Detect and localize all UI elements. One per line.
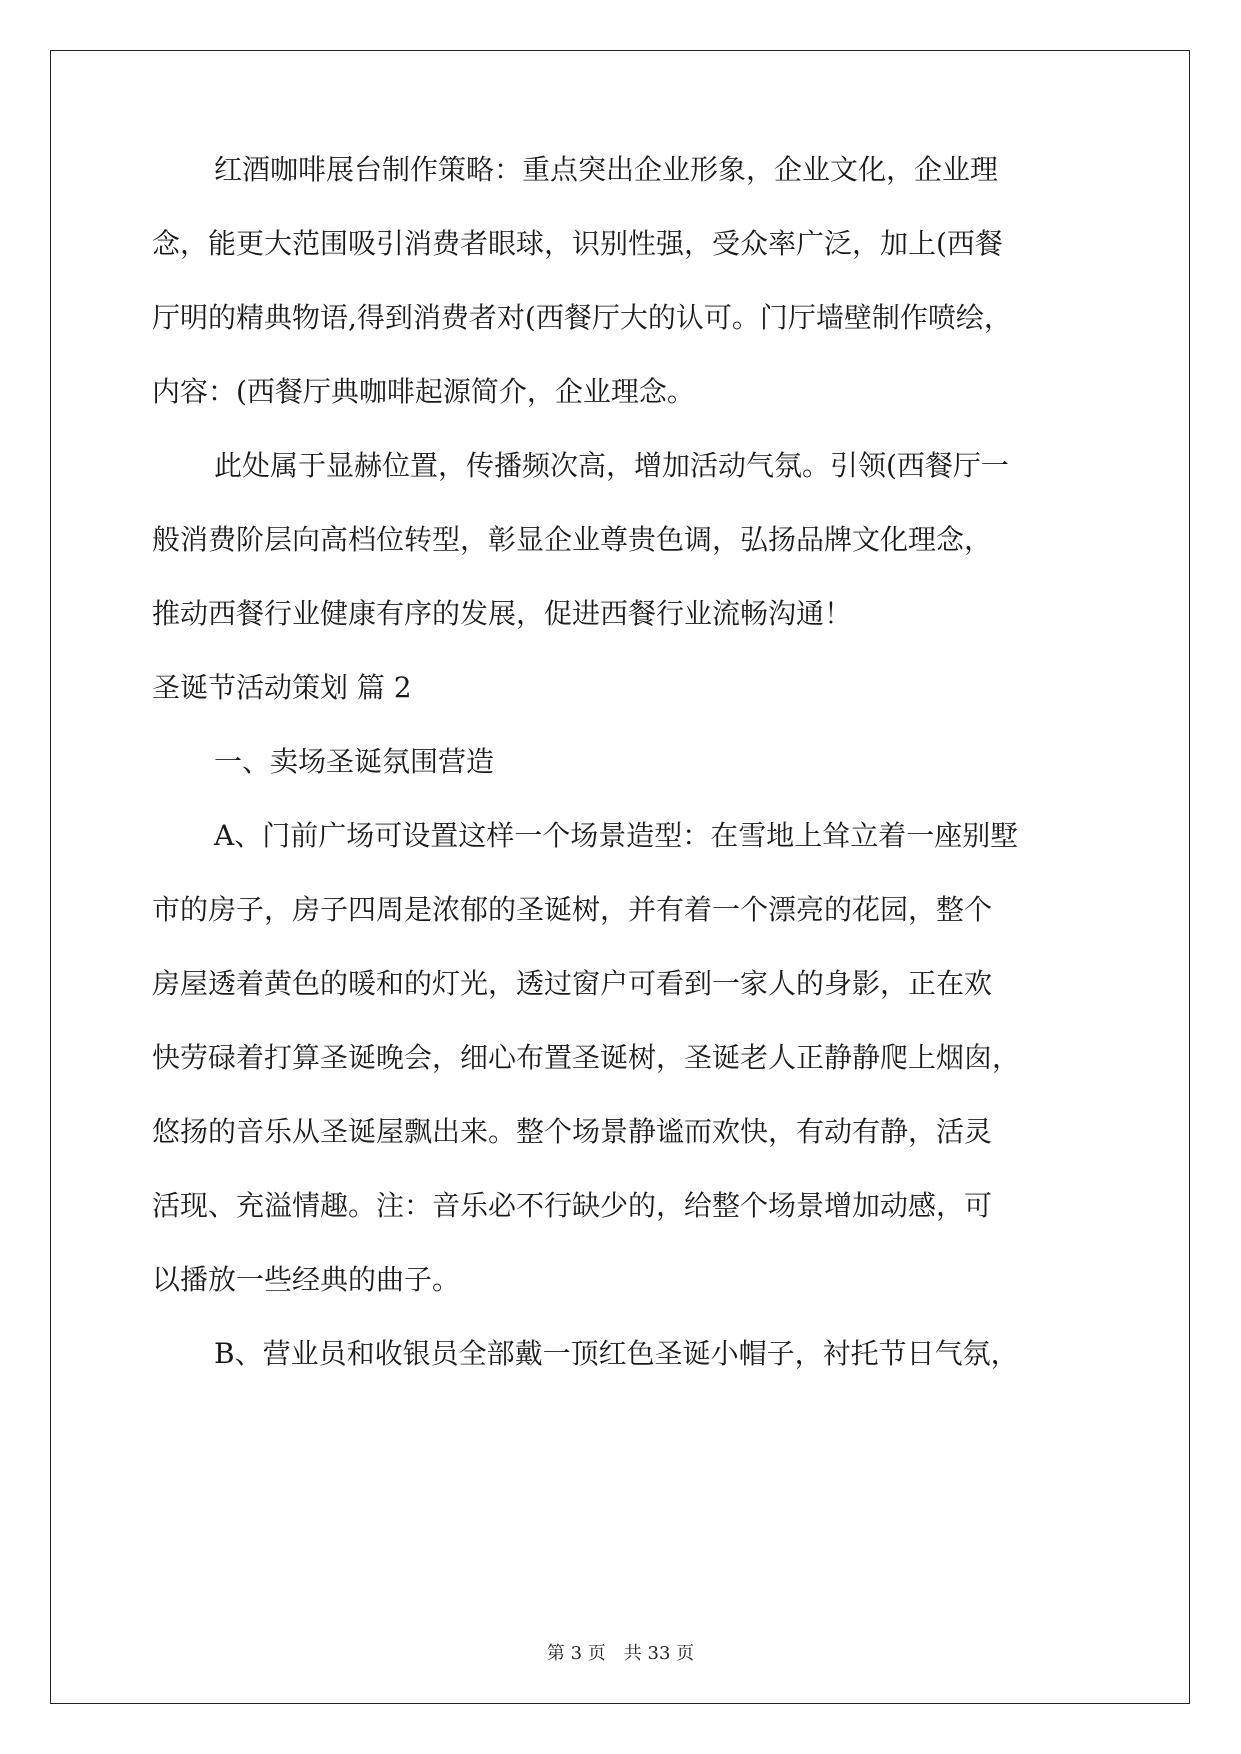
paragraph-line: 此处属于显赫位置，传播频次高，增加活动气氛。引领(西餐厅一 [214, 449, 1009, 482]
paragraph-line: 红酒咖啡展台制作策略：重点突出企业形象，企业文化，企业理 [214, 153, 999, 186]
paragraph-line: 悠扬的音乐从圣诞屋飘出来。整个场景静谧而欢快，有动有静，活灵 [152, 1115, 993, 1148]
paragraph-line: 市的房子，房子四周是浓郁的圣诞树，并有着一个漂亮的花园，整个 [152, 893, 993, 926]
subheading: 一、卖场圣诞氛围营造 [214, 745, 495, 778]
paragraph-line: B、营业员和收银员全部戴一顶红色圣诞小帽子，衬托节日气氛， [214, 1337, 1019, 1370]
paragraph-line: A、门前广场可设置这样一个场景造型：在雪地上耸立着一座别墅 [214, 819, 1019, 852]
page-border [50, 50, 1190, 1704]
paragraph-line: 内容：(西餐厅典咖啡起源简介，企业理念。 [152, 375, 695, 408]
paragraph-line: 推动西餐行业健康有序的发展，促进西餐行业流畅沟通！ [152, 597, 853, 630]
paragraph-line: 快劳碌着打算圣诞晚会，细心布置圣诞树，圣诞老人正静静爬上烟囱， [152, 1041, 1021, 1074]
paragraph-line: 以播放一些经典的曲子。 [152, 1263, 461, 1296]
page-total: 共 33 页 [623, 1643, 695, 1664]
paragraph-line: 般消费阶层向高档位转型，彰显企业尊贵色调，弘扬品牌文化理念， [152, 523, 993, 556]
section-heading: 圣诞节活动策划 篇 2 [152, 671, 412, 704]
page-footer [0, 1643, 1241, 1665]
page-number: 第 3 页 [546, 1643, 606, 1664]
paragraph-line: 房屋透着黄色的暖和的灯光，透过窗户可看到一家人的身影，正在欢 [152, 967, 993, 1000]
paragraph-line: 念，能更大范围吸引消费者眼球，识别性强，受众率广泛，加上(西餐 [152, 227, 1003, 260]
paragraph-line: 活现、充溢情趣。注：音乐必不行缺少的，给整个场景增加动感，可 [152, 1189, 993, 1222]
paragraph-line: 厅明的精典物语,得到消费者对(西餐厅大的认可。门厅墙壁制作喷绘， [152, 301, 1012, 334]
